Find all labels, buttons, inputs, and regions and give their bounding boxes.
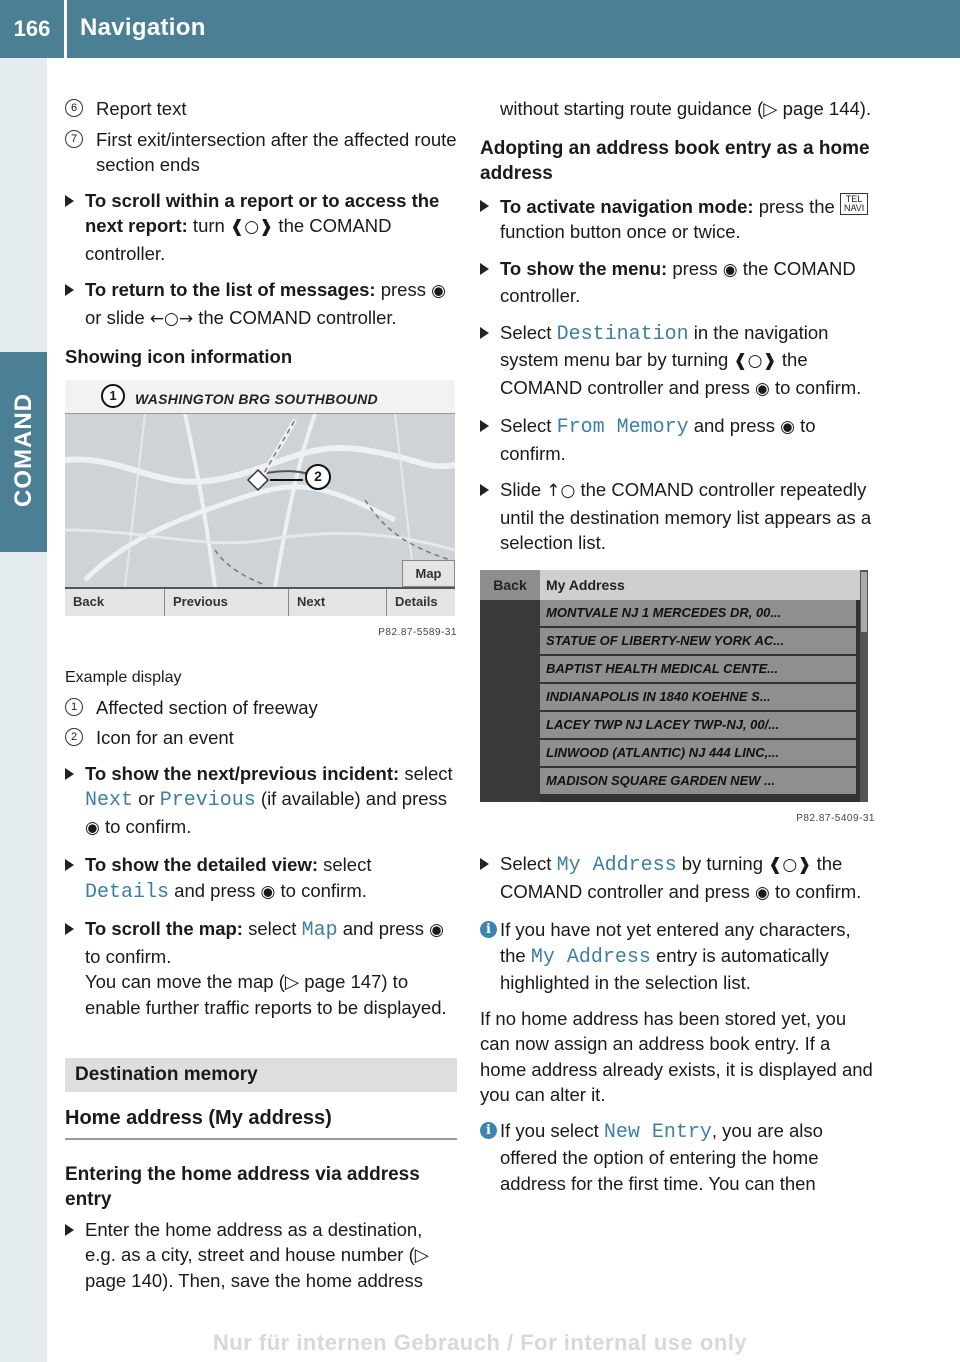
map-title-bar xyxy=(65,380,455,414)
step-label: To show the next/previous incident: xyxy=(85,762,400,784)
address-list-item: INDIANAPOLIS IN 1840 KOEHNE S... xyxy=(540,684,856,710)
side-margin xyxy=(0,58,47,1362)
step-text: and press xyxy=(337,918,430,939)
callout-marker-1: 1 xyxy=(101,384,125,408)
menu-term: Destination xyxy=(556,322,689,346)
subsection-heading: Showing icon information xyxy=(65,346,293,367)
menu-term: Details xyxy=(85,880,170,904)
step-arrow-icon xyxy=(65,1224,74,1236)
step-text: or xyxy=(133,788,160,809)
back-softkey: Back xyxy=(65,589,165,616)
right-column xyxy=(480,96,875,1206)
section-heading: Home address (My address) xyxy=(65,1106,457,1140)
subsection-heading: Entering the home address via address entry xyxy=(65,1163,420,1210)
info-note xyxy=(480,917,875,996)
details-softkey: Details xyxy=(395,593,438,609)
step-text: the COMAND controller and press xyxy=(500,853,843,902)
step-text: to confirm. xyxy=(275,879,367,901)
footer-watermark: Nur für internen Gebrauch / For internal use only xyxy=(212,1330,748,1355)
note-text: If you have not yet entered any characters, the xyxy=(500,919,851,966)
step-text: Select xyxy=(500,415,557,436)
instruction-step xyxy=(480,193,875,245)
step-text: by turning xyxy=(676,853,769,874)
step-label: To scroll the map: xyxy=(85,918,243,939)
controller-press-icon: ◉ xyxy=(431,281,446,301)
step-text: (if available) and press xyxy=(255,788,448,809)
menu-term: Map xyxy=(301,919,338,942)
step-text: the COMAND controller. xyxy=(85,215,392,264)
step-text: to confirm. xyxy=(769,376,862,398)
page-title: Navigation xyxy=(80,14,206,41)
section-bar: Destination memory xyxy=(65,1058,457,1092)
address-list-screen xyxy=(480,570,868,802)
controller-slide-up-icon: ↑○ xyxy=(546,481,576,501)
report-item-text: Report text xyxy=(96,98,187,119)
address-list-item: MADISON SQUARE GARDEN NEW ... xyxy=(540,768,856,794)
step-arrow-icon xyxy=(480,484,489,496)
menu-term: From Memory xyxy=(556,416,689,439)
controller-turn-icon: ❰○❱ xyxy=(229,217,274,237)
instruction-step xyxy=(65,277,457,332)
step-note: You can move the map (▷ page 147) to enable further traffic reports to be displayed. xyxy=(85,971,447,1018)
step-label: To scroll within a report or to access the next report: xyxy=(85,189,440,236)
callout-number: 7 xyxy=(65,130,83,148)
instruction-step xyxy=(65,1217,457,1294)
figure-caption: Example display xyxy=(65,669,182,686)
step-text: the COMAND controller and press xyxy=(500,349,808,398)
back-softkey: Back xyxy=(480,570,540,600)
header-divider xyxy=(64,0,67,58)
step-arrow-icon xyxy=(65,768,74,780)
report-item xyxy=(65,96,457,122)
step-text: select xyxy=(399,762,453,784)
step-text: turn xyxy=(187,215,230,236)
callout-number: 1 xyxy=(65,698,83,716)
step-text: press the xyxy=(753,195,840,217)
step-text: to confirm. xyxy=(500,415,816,464)
step-text: Enter the home address as a destination, e.g. as a city, street and house number (▷ page 140). Then, save the home address xyxy=(85,1218,429,1291)
step-text: function button once or twice. xyxy=(500,221,741,242)
page-number: 166 xyxy=(13,16,51,41)
instruction-step xyxy=(480,256,875,309)
side-tab-label: COMAND xyxy=(10,393,37,507)
page-header xyxy=(0,0,960,58)
step-arrow-icon xyxy=(65,923,74,935)
step-text: press xyxy=(667,257,723,279)
map-softkey-bar xyxy=(65,587,455,616)
controller-press-icon: ◉ xyxy=(85,817,100,838)
figure-code: P82.87-5589-31 xyxy=(378,626,457,638)
step-text: the COMAND controller. xyxy=(193,306,397,328)
controller-turn-icon: ❰○❱ xyxy=(768,855,812,875)
info-note xyxy=(480,1118,875,1197)
next-softkey: Next xyxy=(289,589,387,616)
menu-term: New Entry xyxy=(603,1120,712,1144)
controller-slide-icon: ←○→ xyxy=(149,308,194,329)
legend-item xyxy=(65,725,457,751)
step-text: press xyxy=(375,279,432,300)
instruction-step xyxy=(65,761,457,842)
callout-marker-2: 2 xyxy=(305,464,331,490)
step-arrow-icon xyxy=(65,195,74,207)
address-list-sidebar xyxy=(480,570,540,802)
step-text: and press xyxy=(688,415,781,436)
controller-press-icon: ◉ xyxy=(754,378,770,399)
legend-text: Affected section of freeway xyxy=(96,696,318,718)
info-icon: i xyxy=(480,1122,497,1139)
callout-number: 2 xyxy=(65,728,83,746)
map-button: Map xyxy=(402,560,455,587)
instruction-step xyxy=(480,320,875,403)
instruction-step xyxy=(480,413,875,466)
step-arrow-icon xyxy=(480,263,489,275)
controller-press-icon: ◉ xyxy=(780,417,795,437)
key-label-bottom: NAVI xyxy=(843,202,865,213)
info-icon: i xyxy=(480,921,497,938)
menu-term: My Address xyxy=(530,945,651,969)
note-text: , you are also offered the option of entering the home address for the first time. You can then xyxy=(500,1119,823,1194)
address-list-item: BAPTIST HEALTH MEDICAL CENTE... xyxy=(540,656,856,682)
continued-text: without starting route guidance (▷ page 144). xyxy=(500,98,872,119)
body-paragraph: If no home address has been stored yet, you can now assign an address book entry. If a home address already exists, it is displayed and you can alter it. xyxy=(480,1007,873,1105)
step-label: To show the detailed view: xyxy=(85,854,318,875)
step-text: Select xyxy=(500,853,557,874)
controller-press-icon: ◉ xyxy=(429,920,444,940)
step-text: to confirm. xyxy=(85,945,172,967)
step-text: the COMAND controller repeatedly until the destination memory list appears as a selection list. xyxy=(500,479,872,553)
controller-press-icon: ◉ xyxy=(722,259,738,280)
address-list-item: STATUE OF LIBERTY-NEW YORK AC... xyxy=(540,628,856,654)
report-item-text: First exit/intersection after the affected route section ends xyxy=(96,128,457,175)
step-text: in the navigation system menu bar by turning xyxy=(500,321,829,370)
scrollbar-thumb xyxy=(861,572,867,632)
step-text: to confirm. xyxy=(769,880,862,902)
my-address-entry: My Address xyxy=(540,570,860,600)
step-text: and press xyxy=(169,879,261,901)
step-text: Select xyxy=(500,321,557,343)
step-text: or slide xyxy=(85,306,150,328)
address-list-item: MONTVALE NJ 1 MERCEDES DR, 00... xyxy=(540,600,856,626)
step-arrow-icon xyxy=(65,859,74,871)
instruction-step xyxy=(65,852,457,905)
controller-press-icon: ◉ xyxy=(754,882,770,903)
step-label: To activate navigation mode: xyxy=(500,195,754,217)
step-text: Slide xyxy=(500,479,547,500)
subsection-heading: Adopting an address book entry as a home address xyxy=(480,137,870,184)
left-column xyxy=(65,96,457,1304)
note-text: entry is automatically highlighted in the selection list. xyxy=(500,944,829,993)
address-list-figure xyxy=(480,570,875,832)
instruction-step xyxy=(480,477,875,556)
step-text: the COMAND controller. xyxy=(500,257,856,306)
report-item xyxy=(65,127,457,178)
instruction-step xyxy=(65,916,457,1020)
step-text: to confirm. xyxy=(99,815,192,837)
previous-softkey: Previous xyxy=(165,589,289,616)
step-arrow-icon xyxy=(480,420,489,432)
address-list-item: LINWOOD (ATLANTIC) NJ 444 LINC,... xyxy=(540,740,856,766)
step-text: select xyxy=(318,854,372,875)
controller-turn-icon: ❰○❱ xyxy=(733,351,777,371)
figure-code: P82.87-5409-31 xyxy=(796,812,875,824)
key-label-top: TEL xyxy=(845,193,863,204)
instruction-step xyxy=(480,851,875,906)
step-arrow-icon xyxy=(65,284,74,296)
map-figure xyxy=(65,380,457,646)
step-text: select xyxy=(242,918,302,939)
step-label: To show the menu: xyxy=(500,257,668,279)
step-arrow-icon xyxy=(480,327,489,339)
menu-term: Previous xyxy=(159,789,256,812)
callout-number: 6 xyxy=(65,99,83,117)
step-label: To return to the list of messages: xyxy=(85,279,376,300)
map-graphic xyxy=(65,380,455,616)
legend-text: Icon for an event xyxy=(96,727,234,748)
menu-term: My Address xyxy=(556,854,677,877)
step-arrow-icon xyxy=(480,858,489,870)
note-text: If you select xyxy=(500,1119,604,1141)
tel-navi-key-icon xyxy=(840,193,868,215)
instruction-step xyxy=(65,188,457,267)
step-arrow-icon xyxy=(480,200,489,212)
map-road-title: WASHINGTON BRG SOUTHBOUND xyxy=(135,390,378,407)
controller-press-icon: ◉ xyxy=(260,881,276,902)
address-list-item: LACEY TWP NJ LACEY TWP-NJ, 00/... xyxy=(540,712,856,738)
traffic-map xyxy=(65,380,455,616)
legend-item xyxy=(65,695,457,721)
menu-term: Next xyxy=(85,789,134,812)
